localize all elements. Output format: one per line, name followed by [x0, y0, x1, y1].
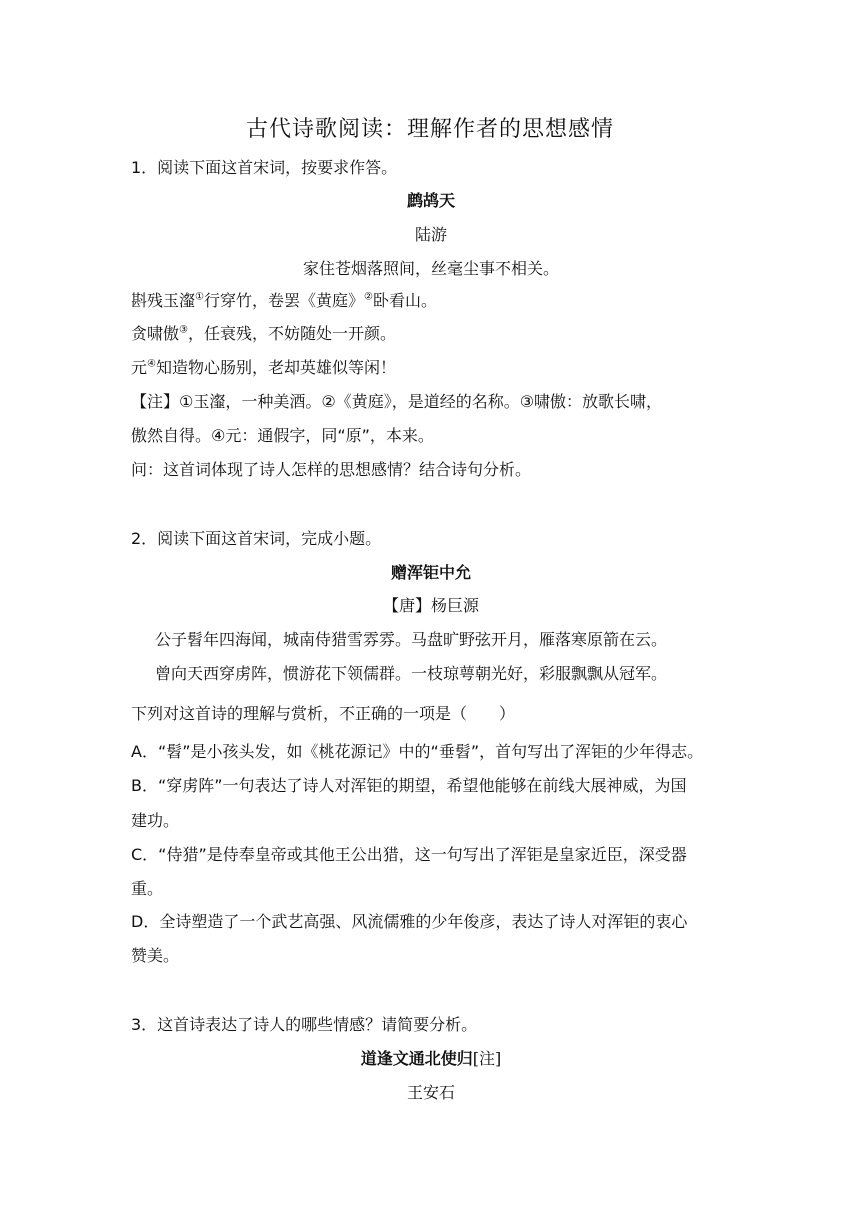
- q1-poem-line-3: [131, 322, 731, 346]
- q1-poem-line-2: [131, 289, 731, 313]
- q1-poem-title: 鹧鸪天: [406, 191, 455, 210]
- q3-prompt: 3．这首诗表达了诗人的哪些情感？请简要分析。: [131, 1015, 478, 1034]
- q3-note-mark: [注]: [472, 1049, 502, 1068]
- q2-option-d-line-2: 赞美。: [131, 946, 180, 965]
- q1-prompt: 1．阅读下面这首宋词，按要求作答。: [131, 158, 398, 177]
- q2-question: 下列对这首诗的理解与赏析，不正确的一项是（ ）: [131, 704, 516, 723]
- footnote-marker-1: ①: [195, 291, 204, 303]
- q1-line3-text-b: ，任衰残，不妨随处一开颜。: [187, 324, 396, 343]
- q3-poem-title-line: [131, 1047, 731, 1071]
- q2-option-b-line-2: 建功。: [131, 811, 180, 830]
- q2-option-c-line-2: 重。: [131, 879, 164, 898]
- q2-option-b-line-1: B．“穿虏阵”一句表达了诗人对浑钜的期望，希望他能够在前线大展神威，为国: [131, 776, 687, 795]
- q1-author: 陆游: [414, 225, 447, 244]
- footnote-marker-4: ④: [147, 358, 156, 370]
- q2-author: 【唐】杨巨源: [382, 596, 479, 615]
- q1-note-line-2: 傲然自得。④元：通假字，同“原”，本来。: [131, 426, 434, 445]
- q3-poem-title: 道逢文通北使归: [360, 1049, 473, 1068]
- footnote-marker-2: ②: [364, 291, 373, 303]
- q1-line4-text-b: 知造物心肠别，老却英雄似等闲！: [155, 358, 396, 377]
- q3-author: 王安石: [406, 1083, 455, 1102]
- q1-question: 问：这首词体现了诗人怎样的思想感情？结合诗句分析。: [131, 460, 532, 479]
- q2-option-d-line-1: D．全诗塑造了一个武艺高强、风流儒雅的少年俊彦，表达了诗人对浑钜的衷心: [131, 912, 688, 931]
- q1-note-line-1: 【注】①玉瀣，一种美酒。②《黄庭》，是道经的名称。③啸傲：放歌长啸，: [131, 392, 663, 411]
- q2-poem-line-2: 曾向天西穿虏阵，惯游花下领儒群。一枝琼萼朝光好，彩服飘飘从冠军。: [155, 664, 668, 683]
- q2-poem-line-1: 公子髫年四海闻，城南侍猎雪雰雰。马盘旷野弦开月，雁落寒原箭在云。: [155, 630, 668, 649]
- q1-line2-text-a: 斟残玉瀣: [131, 291, 196, 310]
- q2-option-a: A．“髫”是小孩头发，如《桃花源记》中的“垂髫”，首句写出了浑钜的少年得志。: [131, 742, 704, 761]
- q1-line3-text-a: 贪啸傲: [131, 324, 180, 343]
- q1-poem-line-4: [131, 356, 731, 380]
- q1-line2-text-b: 行穿竹，卷罢《黄庭》: [203, 291, 364, 310]
- q1-line2-text-c: 卧看山。: [372, 291, 437, 310]
- page-title: 古代诗歌阅读：理解作者的思想感情: [245, 117, 614, 142]
- q2-option-c-line-1: C．“侍猎”是侍奉皇帝或其他王公出猎，这一句写出了浑钜是皇家近臣，深受器: [131, 845, 687, 864]
- q2-poem-title: 赠浑钜中允: [390, 563, 471, 582]
- q2-prompt: 2．阅读下面这首宋词，完成小题。: [131, 529, 382, 548]
- q1-poem-line-1: 家住苍烟落照间，丝毫尘事不相关。: [302, 259, 559, 278]
- footnote-marker-3: ③: [179, 324, 188, 336]
- q1-line4-text-a: 元: [131, 358, 148, 377]
